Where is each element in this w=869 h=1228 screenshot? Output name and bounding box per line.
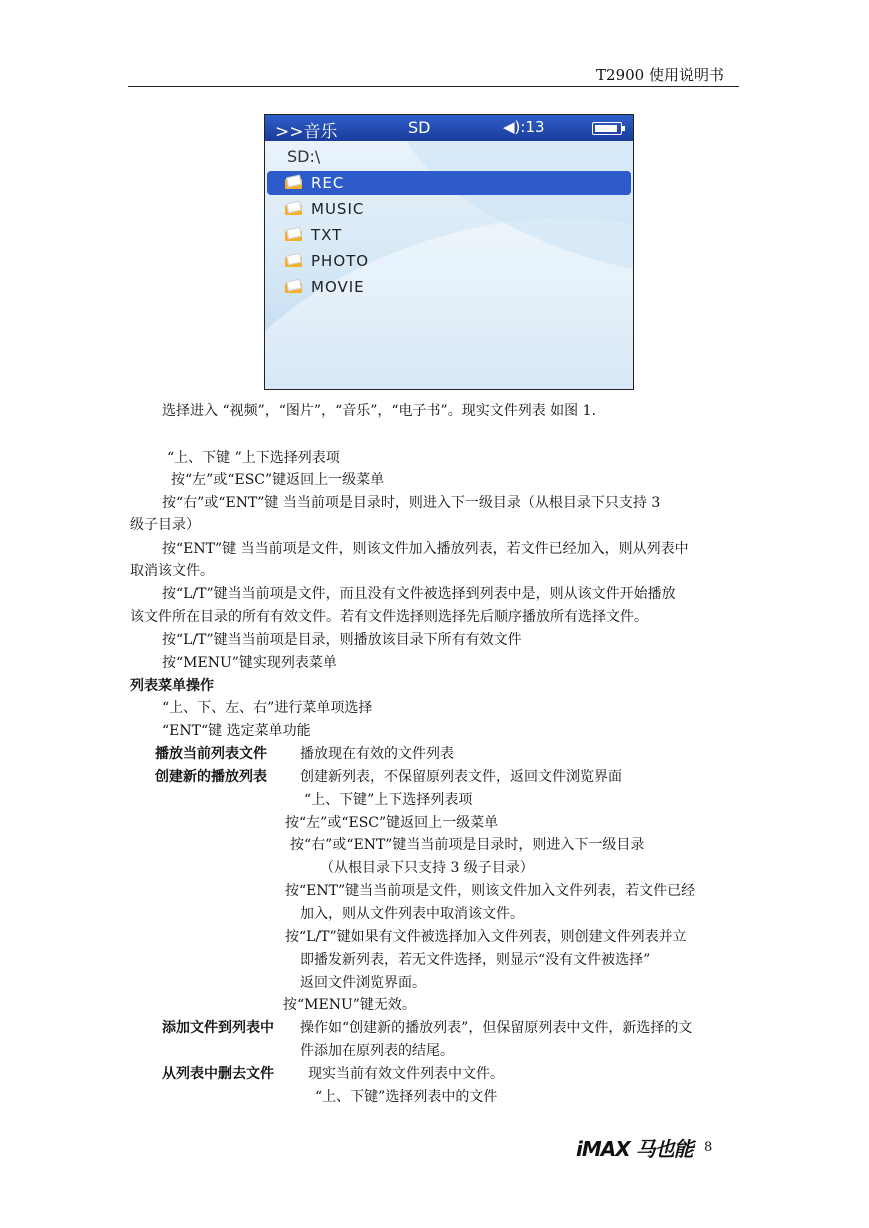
text-line: （从根目录下只支持 3 级子目录） bbox=[320, 860, 534, 876]
text-line: 返回文件浏览界面。 bbox=[300, 975, 426, 991]
brand-logo: iMAX 马也能 bbox=[576, 1137, 693, 1161]
text-line: 按“MENU”键实现列表菜单 bbox=[162, 655, 337, 671]
text-line: “上、下键 ”上下选择列表项 bbox=[167, 450, 340, 466]
text-line: 按“MENU”键无效。 bbox=[283, 997, 416, 1013]
folder-label: MUSIC bbox=[311, 200, 365, 218]
volume-indicator: ◀):13 bbox=[503, 118, 545, 136]
text-line: “ENT“键 选定菜单功能 bbox=[162, 723, 311, 739]
header-rule bbox=[128, 86, 739, 87]
text-line: 按“右”或“ENT”键 当当前项是目录时，则进入下一级目录（从根目录下只支持 3 bbox=[162, 495, 661, 511]
text-line: 加入，则从文件列表中取消该文件。 bbox=[300, 906, 524, 922]
text-line: 按“左”或“ESC”键返回上一级菜单 bbox=[171, 472, 385, 488]
folder-icon bbox=[285, 280, 303, 293]
folder-label: PHOTO bbox=[311, 252, 370, 270]
text-line: 即播发新列表，若无文件选择，则显示“没有文件被选择” bbox=[300, 952, 651, 968]
menu-item-term: 从列表中删去文件 bbox=[162, 1066, 274, 1082]
storage-label: SD bbox=[408, 118, 431, 137]
text-line: 取消该文件。 bbox=[130, 563, 214, 579]
device-screenshot bbox=[264, 114, 634, 390]
text-line: 按“ENT”键当当前项是文件，则该文件加入文件列表，若文件已经 bbox=[285, 883, 696, 899]
device-status-bar bbox=[265, 115, 633, 141]
text-line: “上、下键”上下选择列表项 bbox=[304, 792, 473, 808]
text-line: “上、下键”选择列表中的文件 bbox=[315, 1089, 498, 1105]
folder-item-rec[interactable] bbox=[267, 171, 631, 195]
folder-item-photo[interactable] bbox=[267, 249, 631, 273]
menu-item-desc: 操作如“创建新的播放列表”，但保留原列表中文件，新选择的文 bbox=[300, 1020, 693, 1036]
folder-label: REC bbox=[311, 174, 345, 192]
folder-item-music[interactable] bbox=[267, 197, 631, 221]
menu-item-desc: 创建新列表，不保留原列表文件，返回文件浏览界面 bbox=[300, 769, 622, 785]
menu-item-term: 添加文件到列表中 bbox=[162, 1020, 274, 1036]
text-line: 件添加在原列表的结尾。 bbox=[300, 1043, 454, 1059]
text-line: 按“右”或“ENT”键当当前项是目录时，则进入下一级目录 bbox=[290, 837, 645, 853]
text-line: 按“L/T”键当当前项是目录，则播放该目录下所有有效文件 bbox=[162, 632, 522, 648]
menu-item-term: 播放当前列表文件 bbox=[155, 746, 267, 762]
folder-item-txt[interactable] bbox=[267, 223, 631, 247]
text-line: 按“L/T”键如果有文件被选择加入文件列表，则创建文件列表并立 bbox=[285, 929, 687, 945]
battery-icon bbox=[592, 122, 622, 135]
menu-item-desc: 现实当前有效文件列表中文件。 bbox=[308, 1066, 504, 1082]
folder-icon bbox=[285, 254, 303, 267]
folder-label: MOVIE bbox=[311, 278, 365, 296]
menu-item-desc: 播放现在有效的文件列表 bbox=[300, 746, 454, 762]
text-line: 按“左”或“ESC”键返回上一级菜单 bbox=[285, 815, 499, 831]
page-number: 8 bbox=[704, 1140, 713, 1155]
folder-item-movie[interactable] bbox=[267, 275, 631, 299]
document-header-title: T2900 使用说明书 bbox=[596, 66, 724, 84]
text-line: 按“L/T”键当当前项是文件，而且没有文件被选择到列表中是，则从该文件开始播放 bbox=[162, 586, 676, 602]
section-heading: 列表菜单操作 bbox=[130, 678, 214, 694]
text-line: 该文件所在目录的所有有效文件。若有文件选择则选择先后顺序播放所有选择文件。 bbox=[130, 609, 648, 625]
current-path: SD:\ bbox=[287, 147, 321, 166]
folder-icon bbox=[285, 228, 303, 241]
text-line: 按“ENT”键 当当前项是文件，则该文件加入播放列表，若文件已经加入，则从列表中 bbox=[162, 541, 689, 557]
text-line: “上、下、左、右”进行菜单项选择 bbox=[162, 700, 373, 716]
text-line: 级子目录） bbox=[130, 517, 200, 533]
caption-line: 选择进入 “视频”，“图片”，“音乐”，“电子书”。现实文件列表 如图 1. bbox=[162, 403, 596, 419]
folder-label: TXT bbox=[311, 226, 343, 244]
folder-icon bbox=[285, 202, 303, 215]
menu-item-term: 创建新的播放列表 bbox=[155, 769, 267, 785]
folder-icon bbox=[285, 176, 303, 189]
screen-title: >>音乐 bbox=[275, 122, 338, 142]
